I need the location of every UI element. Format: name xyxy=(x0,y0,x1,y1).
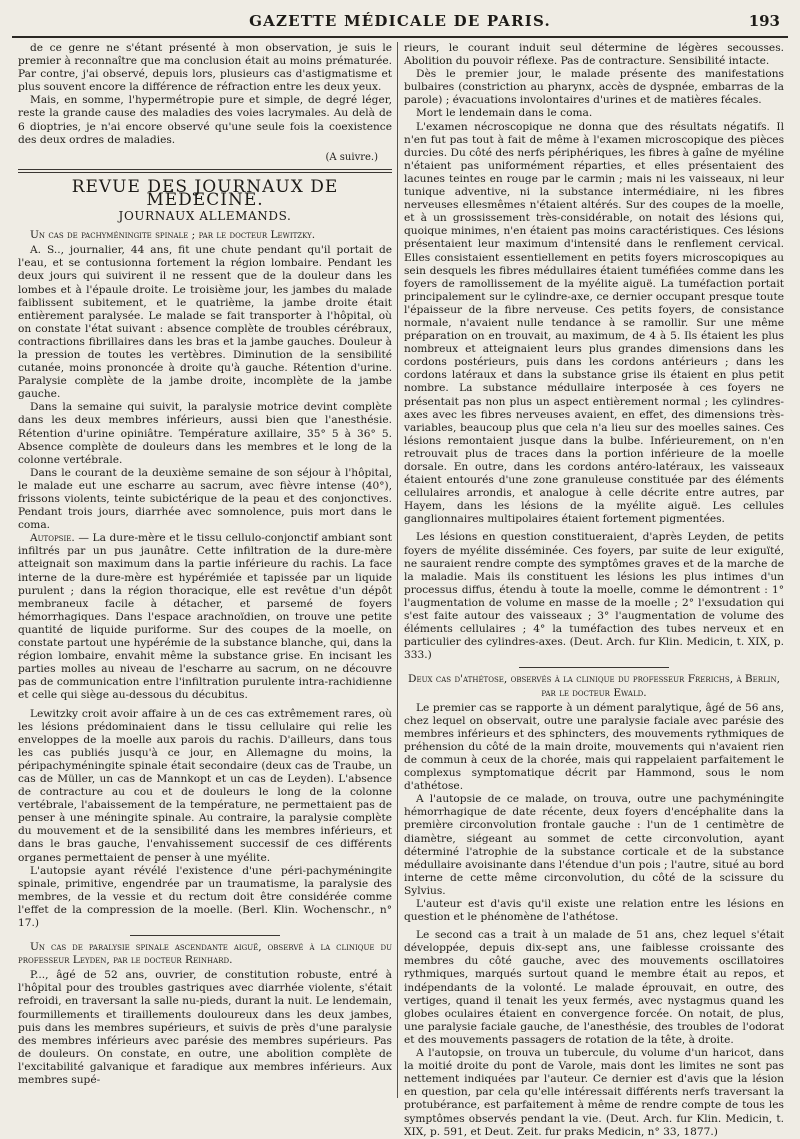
article-divider xyxy=(519,667,669,668)
text-columns xyxy=(12,42,788,1138)
article-title: Deux cas d'athétose, observés à la clinique du professeur Frerichs, à Berlin, par le docteur Ewald. xyxy=(408,673,780,699)
paragraph: Dans la semaine qui suivit, la paralysie motrice devint complète dans les deux membres inférieurs, aussi bien que l'anesthésie. Rétention d'urine opiniâtre. Température axillaire, 35° 5 à 36° 5. Absence complète de douleurs dans les membres et le long de la colonne vertébrale. xyxy=(18,401,392,466)
journal-title: GAZETTE MÉDICALE DE PARIS. xyxy=(249,12,551,30)
paragraph: L'autopsie ayant révélé l'existence d'une péri-pachyméningite spinale, primitive, engendrée par un traumatisme, la paralysie des membres, de la vessie et du rectum doit être considérée comme l'effet de la compression de la moelle. (Berl. Klin. Wochenschr., n° 17.) xyxy=(18,864,392,929)
page-header xyxy=(12,6,788,38)
left-column xyxy=(18,42,392,1098)
paragraph: Dans le courant de la deuxième semaine de son séjour à l'hôpital, le malade eut une escharre au sacrum, avec fièvre intense (40°), frissons violents, teinte subictérique de la peau et des conjonctives. Pendant trois jours, diarrhée avec somnolence, puis mort dans le coma. xyxy=(18,466,392,532)
article-divider xyxy=(130,935,280,936)
paragraph: Mais, en somme, l'hypermétropie pure et simple, de degré léger, reste la grande cause des maladies des voies lacrymales. Au delà de 6 dioptries, je n'ai encore observé qu'une seule fois la coexistence des deux ordres de maladies. xyxy=(18,94,392,146)
paragraph: A. S.., journalier, 44 ans, fit une chute pendant qu'il portait de l'eau, et se contusionna fortement la région lombaire. Pendant les deux jours qui suivirent il ne ressent que de la douleur dans les lombes et à l'épaule droite. Le troisième jour, les jambes du malade faiblissent subitement, et le quatrième, la jambe droite était entièrement paralysée. Le malade se fait transporter à l'hôpital, où on constate l'état suivant : absence complète de troubles cérébraux, contractions fibrillaires dans les bras et la jambe gauches. Douleur à la pression de toutes les vertèbres. Diminution de la sensibilité cutanée, moins prononcée à droite qu'à gauche. Rétention d'urine. Paralysie complète de la jambe droite, incomplète de la jambe gauche. xyxy=(18,244,392,401)
autopsy-label: Autopsie. xyxy=(30,532,75,545)
right-column xyxy=(404,42,784,1138)
paragraph: Lewitzky croit avoir affaire à un de ces cas extrêmement rares, où les lésions prédominaient dans le tissu cellulaire qui relie les enveloppes de la moelle aux parois du rachis. D'ailleurs, dans tous les cas publiés jusqu'à ce jour, en Allemagne du moins, la péripachyméningite spinale était secondaire (deux cas de Traube, un cas de Müller, un cas de Mannkopt et un cas de Leyden). L'absence de contracture au cou et de douleurs le long de la colonne vertébrale, l'abaissement de la température, ne permettaient pas de penser à une méningite spinale. Au contraire, la paralysie complète du mouvement et de la sensibilité dans les membres inférieurs, et dans le bras gauche, l'envahissement successif de ces différents organes permettaient de penser à une myélite. xyxy=(18,707,392,864)
paragraph: L'examen nécroscopique ne donna que des résultats négatifs. Il n'en fut pas tout à fait de même à l'examen microscopique des pièces durcies. Du côté des nerfs périphériques, les fibres à gaîne de myéline n'étaient pas uniformément réparties, et elles présentaient des lacunes teintes en rouge par le carmin ; mais ni les vaisseaux, ni leur tunique adventive, ni la substance intermédiaire, ni les fibres nerveuses ellesmêmes n'étaient altérés. Sur des coupes de la moelle, et à un grossissement très-considérable, on notait des lésions qui, quoique minimes, n'en étaient pas moins caractéristiques. Ces lésions présentaient leur maximum d'intensité dans le renflement cervical. Elles consistaient essentiellement en petits foyers microscopiques au sein desquels les fibres médullaires étaient tuméfiées comme dans les foyers de ramollissement de la myélite aiguë. La tuméfaction portait principalement sur le cylindre-axe, ce dernier occupant presque toute l'épaisseur de la fibre nerveuse. Ces petits foyers, de consistance normale, n'avaient nulle tendance à se ramollir. Sur une même préparation on en trouvait, au maximum, de 4 à 5. Ils étaient les plus nombreux et atteignaient leurs plus grandes dimensions dans les cordons postérieurs, puis dans les cordons antérieurs ; dans les cordons latéraux et dans la substance grise ils étaient en plus petit nombre. La substance médullaire interposée à ces foyers ne présentait pas non plus un aspect entièrement normal ; les cylindres-axes avec les fibres nerveuses avaient, en effet, des dimensions très-variables, beaucoup plus que cela n'a lieu sur des moelles saines. Ces lésions remontaient jusque dans la bulbe. Inférieurement, on n'en retrouvait plus de traces dans la portion inférieure de la moelle dorsale. En outre, dans les cordons antéro-latéraux, les vaisseaux étaient entourés d'une zone granuleuse constituée par des éléments cellulaires arrondis, et analogue à celle décrite entre autres, par Hayem, dans les lésions de la myélite aiguë. Les cellules ganglionnaires multipolaires étaient fortement pigmentées. xyxy=(404,120,784,526)
paragraph xyxy=(18,532,392,702)
paragraph: Le premier cas se rapporte à un dément paralytique, âgé de 56 ans, chez lequel on observait, outre une paralysie faciale avec parésie des membres inférieurs et des sphincters, des mouvements rythmiques de préhension du côté de la main droite, mouvements qui n'avaient rien de commun à ceux de la chorée, mais qui rappelaient parfaitement le complexus symptomatique décrit par Hammond, sous le nom d'athétose. xyxy=(404,701,784,793)
paragraph: P..., âgé de 52 ans, ouvrier, de constitution robuste, entré à l'hôpital pour des troubles gastriques avec diarrhée violente, s'était refroidi, en traversant la salle nu-pieds, durant la nuit. Le lendemain, fourmillements et tiraillements douloureux dans les deux jambes, puis dans les membres supérieurs, et suivis de près d'une paralysie des membres inférieurs avec parésie des membres supérieurs. Pas de douleurs. On constate, en outre, une abolition complète de l'excitabilité galvanique et faradique aux membres inférieurs. Aux membres supé- xyxy=(18,969,392,1087)
article-title: Un cas de paralysie spinale ascendante aiguë, observé à la clinique du professeur Leyden, par le docteur Reinhard. xyxy=(18,941,392,967)
paragraph: rieurs, le courant induit seul détermine de légères secousses. Abolition du pouvoir réflexe. Pas de contracture. Sensibilité intacte. xyxy=(404,42,784,68)
column-rule xyxy=(397,42,398,1098)
section-divider xyxy=(18,169,392,173)
autopsy-text: — La dure-mère et le tissu cellulo-conjonctif ambiant sont infiltrés par un pus jaunâtre. Cette infiltration de la dure-mère atteignait son maximum dans la partie inférieure du rachis. La face interne de la dure-mère est hypérémiée et tapissée par un liquide purulent ; dans la région thoracique, elle est revêtue d'un dépôt membraneux facile à détacher, et parsemé de foyers hémorrhagiques. Dans l'espace arachnoïdien, on trouve une petite quantité de liquide puriforme. Sur des coupes de la moelle, on constate partout une hypérémie de la substance blanche, qui, dans la région lombaire, envahit même la substance grise. En incisant les parties molles au niveau de l'escharre au sacrum, on ne découvre pas de communication entre l'infiltration purulente intra-rachidienne et celle qui siège au-dessous du décubitus. xyxy=(18,532,392,702)
paragraph: de ce genre ne s'étant présenté à mon observation, je suis le premier à reconnaître que ma conclusion était au moins prématurée. Par contre, j'ai observé, depuis lors, plusieurs cas d'astigmatisme et plus souvent encore la différence de réfraction entre les deux yeux. xyxy=(18,42,392,94)
paragraph: L'auteur est d'avis qu'il existe une relation entre les lésions en question et le phénomène de l'athétose. xyxy=(404,898,784,924)
paragraph: Dès le premier jour, le malade présente des manifestations bulbaires (constriction au pharynx, accès de dyspnée, embarras de la parole) ; évacuations involontaires d'urines et de matières fécales. xyxy=(404,68,784,107)
paragraph: A l'autopsie de ce malade, on trouva, outre une pachyméningite hémorrhagique de date récente, deux foyers d'encéphalite dans la première circonvolution frontale gauche : l'un de 1 centimètre de diamètre, siégeant au sommet de cette circonvolution, ayant déterminé l'atrophie de la substance corticale et de la substance médullaire avoisinante dans l'étendue d'un pois ; l'autre, situé au bord interne de cette même circonvolution, du côté de la scissure du Sylvius. xyxy=(404,793,784,897)
section-subtitle: JOURNAUX ALLEMANDS. xyxy=(118,209,292,224)
page-number: 193 xyxy=(748,12,780,30)
section-title: REVUE DES JOURNAUX DE MÉDECINE. xyxy=(71,176,339,210)
paragraph: Mort le lendemain dans le coma. xyxy=(416,107,593,120)
continued-note: (A suivre.) xyxy=(325,151,378,163)
article-title: Un cas de pachyméningite spinale ; par le docteur Lewitzky. xyxy=(30,229,316,242)
paragraph: Les lésions en question constitueraient, d'après Leyden, de petits foyers de myélite disséminée. Ces foyers, par suite de leur exiguïté, ne sauraient rendre compte des symptômes graves et de la marche de la maladie. Mais ils constituent les lésions les plus intimes d'un processus diffus, étendu à toute la moelle, comme le démontrent : 1° l'augmentation de volume en masse de la moelle ; 2° l'exsudation qui s'est faite autour des vaisseaux ; 3° l'augmentation de volume des éléments cellulaires ; 4° la tuméfaction des tubes nerveux et en particulier des cylindres-axes. (Deut. Arch. fur Klin. Medicin, t. XIX, p. 333.) xyxy=(404,531,784,662)
newspaper-page xyxy=(12,6,788,1138)
paragraph: Le second cas a trait à un malade de 51 ans, chez lequel s'était développée, depuis dix-sept ans, une faiblesse croissante des membres du côté gauche, avec des mouvements oscillatoires rythmiques, marqués surtout quand le membre était au repos, et indépendants de la volonté. Le malade éprouvait, en outre, des vertiges, quand il tenait les yeux fermés, avec nystagmus quand les globes oculaires étaient en convergence forcée. On notait, de plus, une paralysie faciale gauche, de l'anesthésie, des troubles de l'odorat et des mouvements passagers de rotation de la tête, à droite. xyxy=(404,929,784,1046)
paragraph: A l'autopsie, on trouva un tubercule, du volume d'un haricot, dans la moitié droite du pont de Varole, mais dont les limites ne sont pas nettement indiquées par l'auteur. Ce dernier est d'avis que la lésion en question, par cela qu'elle intéressait différents nerfs traversant la protubérance, est parfaitement à même de rendre compte de tous les symptômes observés pendant la vie. (Deut. Arch. fur Klin. Medicin, t. XIX, p. 591, et Deut. Zeit. fur praks Medicin, n° 33, 1877.) xyxy=(404,1047,784,1138)
